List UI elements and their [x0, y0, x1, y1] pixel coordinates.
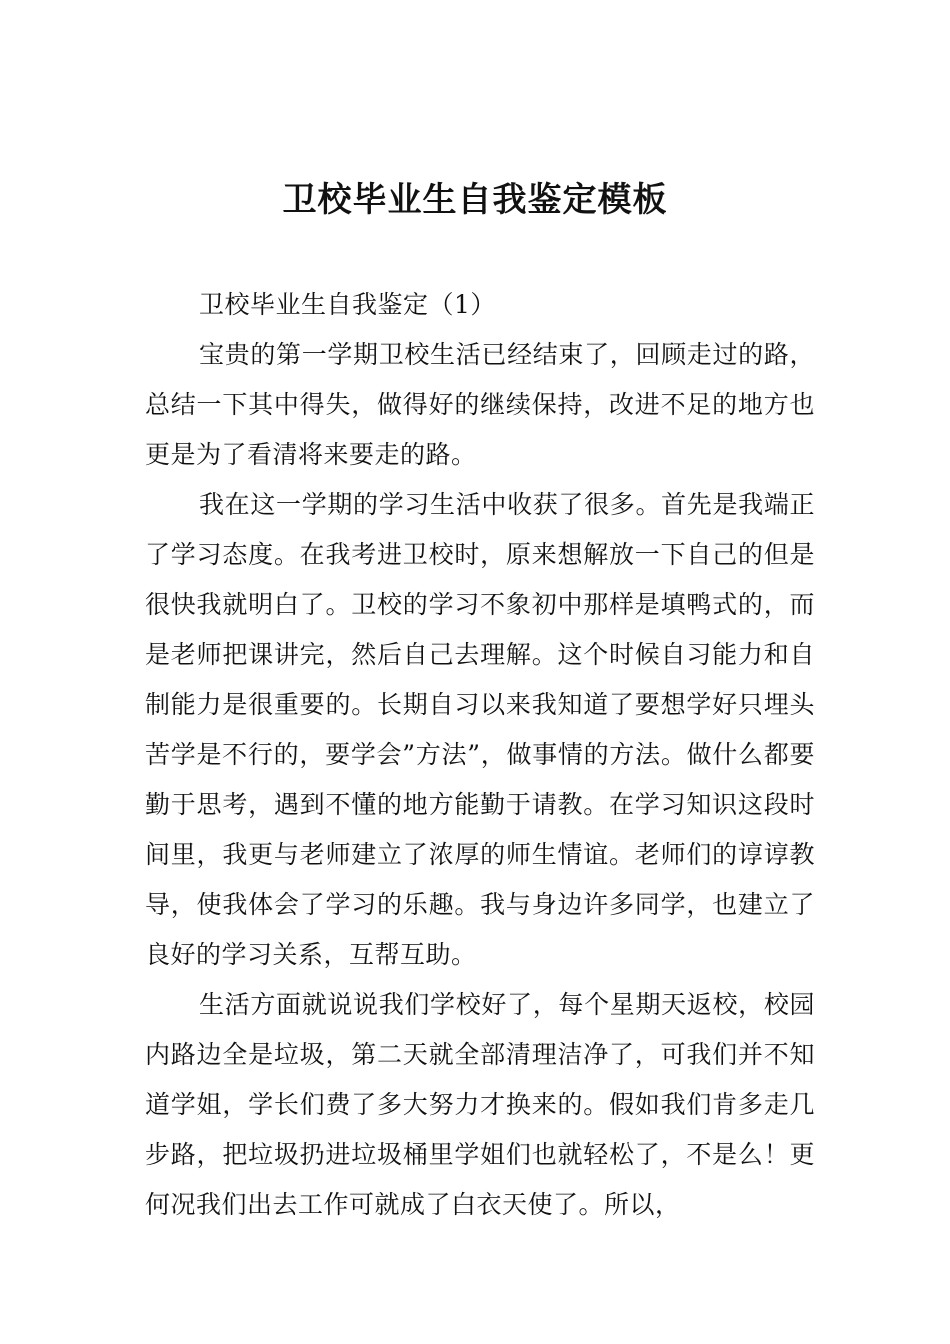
section-heading: 卫校毕业生自我鉴定（1） [199, 290, 496, 319]
document-body [145, 280, 815, 1230]
paragraph-3: 生活方面就说说我们学校好了，每个星期天返校，校园内路边全是垃圾，第二天就全部清理洁净了，可我们并不知道学姐，学长们费了多大努力才换来的。假如我们肯多走几步路，把垃圾扔进垃圾桶里学姐们也就轻松了，不是么！更何况我们出去工作可就成了白衣天使了。所以， [145, 990, 815, 1219]
paragraph-1: 宝贵的第一学期卫校生活已经结束了，回顾走过的路，总结一下其中得失，做得好的继续保持，改进不足的地方也更是为了看清将来要走的路。 [145, 340, 815, 469]
paragraph-2: 我在这一学期的学习生活中收获了很多。首先是我端正了学习态度。在我考进卫校时，原来想解放一下自己的但是很快我就明白了。卫校的学习不象初中那样是填鸭式的，而是老师把课讲完，然后自己去理解。这个时候自习能力和自制能力是很重要的。长期自习以来我知道了要想学好只埋头苦学是不行的，要学会”方法”，做事情的方法。做什么都要勤于思考，遇到不懂的地方能勤于请教。在学习知识这段时间里，我更与老师建立了浓厚的师生情谊。老师们的谆谆教导，使我体会了学习的乐趣。我与身边许多同学，也建立了良好的学习关系，互帮互助。 [145, 490, 815, 969]
document-title: 卫校毕业生自我鉴定模板 [282, 180, 668, 220]
